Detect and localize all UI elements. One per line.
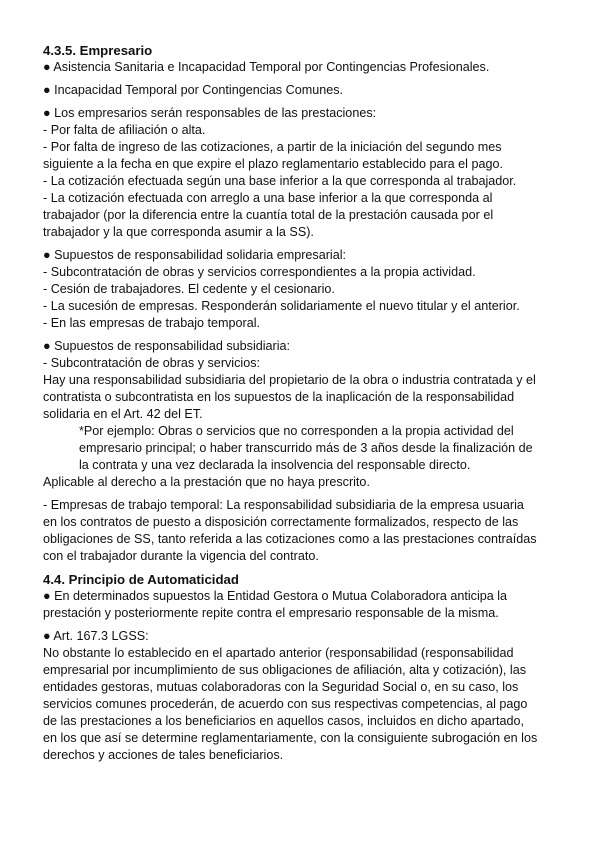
text-line: prestación y posteriormente repite contra el empresario responsable de la misma. xyxy=(43,606,499,620)
text-line: *Por ejemplo: Obras o servicios que no corresponden a la propia actividad del xyxy=(79,424,514,438)
text-line: Hay una responsabilidad subsidiaria del propietario de la obra o industria contratada y el xyxy=(43,373,536,387)
section-title-435: 4.3.5. Empresario xyxy=(43,43,153,58)
text-line: empresario principal; o haber transcurrido más de 3 años desde la finalización de xyxy=(79,441,533,455)
subsidiaria-block xyxy=(43,338,563,491)
text-line: con el trabajador durante la vigencia del contrato. xyxy=(43,549,319,563)
section-title-44: 4.4. Principio de Automaticidad xyxy=(43,572,239,587)
text-line: No obstante lo establecido en el apartado anterior (responsabilidad (responsabilidad xyxy=(43,646,514,660)
text-line: empresarial por incumplimiento de sus obligaciones de afiliación, alta y cotización), las xyxy=(43,663,527,677)
text-line: de las prestaciones a los beneficiarios en aquellos casos, incluidos en dicho apartado, xyxy=(43,714,524,728)
text-line: trabajador y la que corresponda asumir a la SS). xyxy=(43,225,314,239)
bullet-incapacidad: ● Incapacidad Temporal por Contingencias Comunes. xyxy=(43,83,343,97)
art-block xyxy=(43,628,563,764)
text-line: solidaria en el Art. 42 del ET. xyxy=(43,407,203,421)
text-line: contratista o subcontratista en los supuestos de la inaplicación de la responsabilidad xyxy=(43,390,515,404)
text-line: trabajador (por la diferencia entre la cuantía total de la prestación causada por el xyxy=(43,208,494,222)
text-line: - Empresas de trabajo temporal: La responsabilidad subsidiaria de la empresa usuaria xyxy=(43,498,524,512)
responsables-block xyxy=(43,105,563,241)
text-line: - Por falta de afiliación o alta. xyxy=(43,123,206,137)
text-line: - La sucesión de empresas. Responderán solidariamente el nuevo titular y el anterior. xyxy=(43,299,520,313)
text-line: en los que así se determine reglamentariamente, con la consiguiente subrogación en los xyxy=(43,731,538,745)
solidaria-block xyxy=(43,247,563,332)
text-line: ● En determinados supuestos la Entidad Gestora o Mutua Colaboradora anticipa la xyxy=(43,589,508,603)
text-line: - La cotización efectuada según una base inferior a la que corresponda al trabajador. xyxy=(43,174,517,188)
solidaria-intro: ● Supuestos de responsabilidad solidaria empresarial: xyxy=(43,248,347,262)
text-line: - La cotización efectuada con arreglo a una base inferior a la que corresponda al xyxy=(43,191,493,205)
document-body xyxy=(43,42,563,764)
text-line: Aplicable al derecho a la prestación que no haya prescrito. xyxy=(43,475,370,489)
art-intro: ● Art. 167.3 LGSS: xyxy=(43,629,149,643)
ett-block xyxy=(43,497,563,565)
text-line: la contrata y una vez declarada la insolvencia del responsable directo. xyxy=(79,458,471,472)
text-line: derechos y acciones de tales beneficiarios. xyxy=(43,748,284,762)
text-line: - En las empresas de trabajo temporal. xyxy=(43,316,260,330)
bullet-asistencia: ● Asistencia Sanitaria e Incapacidad Temporal por Contingencias Profesionales. xyxy=(43,60,490,74)
text-line: - Subcontratación de obras y servicios correspondientes a la propia actividad. xyxy=(43,265,476,279)
text-line: - Por falta de ingreso de las cotizaciones, a partir de la iniciación del segundo mes xyxy=(43,140,502,154)
text-line: - Cesión de trabajadores. El cedente y el cesionario. xyxy=(43,282,335,296)
example-note xyxy=(43,423,563,474)
text-line: - Subcontratación de obras y servicios: xyxy=(43,356,260,370)
automaticidad-block xyxy=(43,588,563,622)
subsidiaria-intro: ● Supuestos de responsabilidad subsidiaria: xyxy=(43,339,291,353)
text-line: servicios comunes procederán, de acuerdo con sus respectivas competencias, al pago xyxy=(43,697,528,711)
text-line: obligaciones de SS, tanto referida a las cotizaciones como a las prestaciones contraídas xyxy=(43,532,537,546)
text-line: en los contratos de puesto a disposición correctamente formalizados, respecto de las xyxy=(43,515,519,529)
text-line: siguiente a la fecha en que expire el plazo reglamentario establecido para el pago. xyxy=(43,157,503,171)
responsables-intro: ● Los empresarios serán responsables de las prestaciones: xyxy=(43,106,377,120)
text-line: entidades gestoras, mutuas colaboradoras con la Seguridad Social o, en su caso, los xyxy=(43,680,519,694)
